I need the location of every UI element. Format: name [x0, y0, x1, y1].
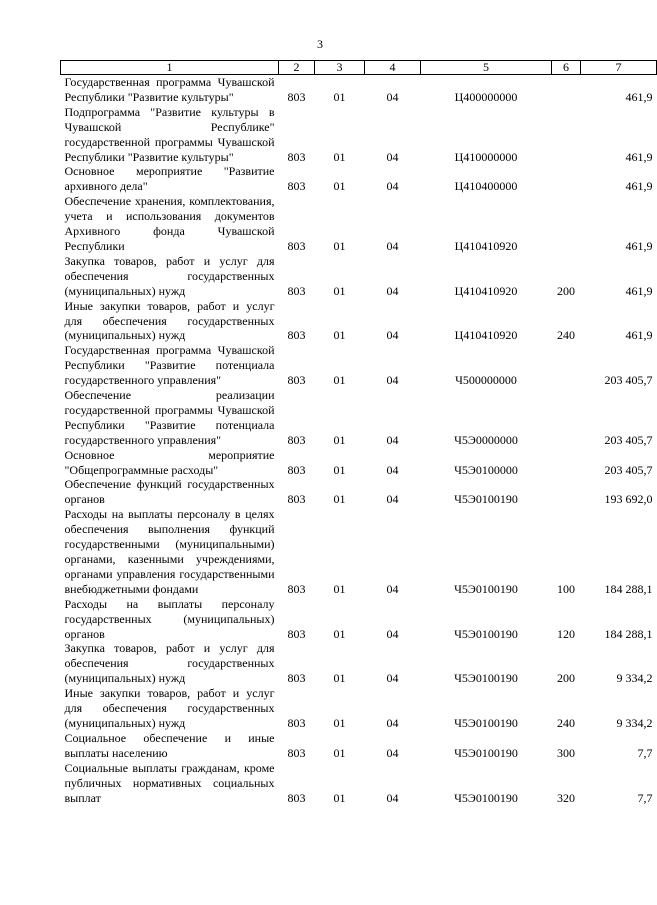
subsection-code: 04	[386, 89, 399, 104]
table-row	[61, 388, 657, 448]
row-name: Обеспечение хранения, комплектования, учета и использования документов Архивного фонда Чувашской Республики	[64, 194, 275, 253]
amount: 461,9	[625, 179, 653, 194]
row-name: Государственная программа Чувашской Республики "Развитие потенциала государственного управления"	[64, 343, 275, 388]
row-name: Основное мероприятие "Развитие архивного дела"	[64, 164, 275, 194]
header-cell-4: 4	[365, 61, 421, 75]
ministry-code: 803	[287, 179, 306, 194]
table-row	[61, 75, 657, 105]
page-number: 3	[317, 37, 323, 51]
subsection-code: 04	[386, 626, 399, 641]
row-name: Основное мероприятие "Общепрограммные расходы"	[64, 447, 275, 477]
section-code: 01	[333, 149, 346, 164]
target-article-code: Ч5Э0100190	[454, 790, 518, 805]
ministry-code: 803	[287, 328, 306, 343]
expense-type-code: 240	[557, 715, 575, 730]
expense-type-code	[552, 105, 581, 165]
section-code: 01	[333, 179, 346, 194]
section-code: 01	[333, 238, 346, 253]
target-article-code: Ч5Э0000000	[454, 432, 518, 447]
subsection-code: 04	[386, 462, 399, 477]
row-name: Иные закупки товаров, работ и услуг для обеспечения государственных (муниципальных) нужд	[64, 298, 275, 343]
target-article-code: Ч5Э0100000	[454, 462, 518, 477]
amount: 193 692,0	[604, 492, 653, 507]
row-name: Расходы на выплаты персоналу государственных (муниципальных) органов	[64, 596, 275, 641]
ministry-code: 803	[287, 581, 306, 596]
amount: 203 405,7	[604, 432, 653, 447]
budget-table	[60, 60, 657, 805]
ministry-code: 803	[287, 492, 306, 507]
section-code: 01	[333, 745, 346, 760]
ministry-code: 803	[287, 149, 306, 164]
target-article-code: Ц410410920	[454, 283, 518, 298]
expense-type-code: 200	[557, 283, 575, 298]
row-name: Иные закупки товаров, работ и услуг для обеспечения государственных (муниципальных) нужд	[64, 686, 275, 730]
table-row	[61, 105, 657, 165]
amount: 461,9	[625, 238, 653, 253]
section-code: 01	[333, 373, 346, 388]
table-row	[61, 448, 657, 478]
amount: 9 334,2	[616, 671, 653, 686]
target-article-code: Ч5Э0100190	[454, 671, 518, 686]
subsection-code: 04	[386, 238, 399, 253]
expense-type-code: 200	[557, 671, 575, 686]
ministry-code: 803	[287, 671, 306, 686]
ministry-code: 803	[287, 89, 306, 104]
subsection-code: 04	[386, 179, 399, 194]
target-article-code: Ч5Э0100190	[454, 745, 518, 760]
table-row	[61, 343, 657, 388]
target-article-code: Ч500000000	[455, 373, 517, 388]
header-cell-5: 5	[421, 61, 552, 75]
expense-type-code	[552, 194, 581, 254]
ministry-code: 803	[287, 373, 306, 388]
header-cell-2: 2	[279, 61, 315, 75]
expense-type-code: 320	[557, 790, 575, 805]
subsection-code: 04	[386, 581, 399, 596]
amount: 461,9	[625, 149, 653, 164]
amount: 461,9	[625, 89, 653, 104]
section-code: 01	[333, 89, 346, 104]
target-article-code: Ц400000000	[454, 89, 518, 104]
expense-type-code: 120	[557, 626, 575, 641]
ministry-code: 803	[287, 745, 306, 760]
expense-type-code	[552, 477, 581, 507]
header-cell-7: 7	[581, 61, 657, 75]
expense-type-code	[552, 448, 581, 478]
expense-type-code	[552, 388, 581, 448]
table-row	[61, 477, 657, 507]
section-code: 01	[333, 462, 346, 477]
expense-type-code: 240	[557, 328, 575, 343]
subsection-code: 04	[386, 283, 399, 298]
header-cell-1: 1	[61, 61, 279, 75]
row-name: Закупка товаров, работ и услуг для обеспечения государственных (муниципальных) нужд	[64, 253, 275, 298]
amount: 461,9	[625, 328, 653, 343]
amount: 184 288,1	[604, 581, 653, 596]
ministry-code: 803	[287, 462, 306, 477]
section-code: 01	[333, 581, 346, 596]
table-row	[61, 194, 657, 254]
header-row	[61, 61, 657, 75]
row-name: Государственная программа Чувашской Республики "Развитие культуры"	[64, 75, 275, 104]
target-article-code: Ч5Э0100190	[454, 626, 518, 641]
expense-type-code	[552, 75, 581, 105]
amount: 9 334,2	[616, 715, 653, 730]
section-code: 01	[333, 328, 346, 343]
table-row	[61, 597, 657, 642]
row-name: Обеспечение реализации государственной программы Чувашской Республики "Развитие потенциала государственного управления"	[64, 388, 275, 447]
table-row	[61, 254, 657, 299]
ministry-code: 803	[287, 238, 306, 253]
section-code: 01	[333, 790, 346, 805]
subsection-code: 04	[386, 373, 399, 388]
subsection-code: 04	[386, 328, 399, 343]
subsection-code: 04	[386, 432, 399, 447]
amount: 184 288,1	[604, 626, 653, 641]
amount: 7,7	[637, 790, 653, 805]
expense-type-code: 100	[557, 581, 575, 596]
table-row	[61, 164, 657, 194]
section-code: 01	[333, 715, 346, 730]
section-code: 01	[333, 626, 346, 641]
table-row	[61, 299, 657, 344]
subsection-code: 04	[386, 715, 399, 730]
section-code: 01	[333, 283, 346, 298]
target-article-code: Ц410000000	[454, 149, 518, 164]
ministry-code: 803	[287, 790, 306, 805]
table-row	[61, 686, 657, 731]
amount: 203 405,7	[604, 373, 653, 388]
row-name: Подпрограмма "Развитие культуры в Чувашской Республике" государственной программы Чувашской Республики "Развитие культуры"	[64, 104, 275, 164]
target-article-code: Ч5Э0100190	[454, 715, 518, 730]
ministry-code: 803	[287, 283, 306, 298]
amount: 7,7	[637, 745, 653, 760]
section-code: 01	[333, 432, 346, 447]
subsection-code: 04	[386, 492, 399, 507]
subsection-code: 04	[386, 745, 399, 760]
expense-type-code: 300	[557, 745, 575, 760]
row-name: Социальные выплаты гражданам, кроме публичных нормативных социальных выплат	[64, 760, 275, 805]
amount: 461,9	[625, 283, 653, 298]
section-code: 01	[333, 671, 346, 686]
row-name: Закупка товаров, работ и услуг для обеспечения государственных (муниципальных) нужд	[64, 641, 275, 686]
expense-type-code	[552, 343, 581, 388]
subsection-code: 04	[386, 790, 399, 805]
table-row	[61, 507, 657, 596]
ministry-code: 803	[287, 715, 306, 730]
expense-type-code	[552, 164, 581, 194]
row-name: Социальное обеспечение и иные выплаты населению	[64, 730, 275, 760]
table-body	[61, 75, 657, 806]
ministry-code: 803	[287, 432, 306, 447]
table-row	[61, 761, 657, 806]
ministry-code: 803	[287, 626, 306, 641]
subsection-code: 04	[386, 149, 399, 164]
table-row	[61, 641, 657, 686]
row-name: Расходы на выплаты персоналу в целях обеспечения выполнения функций государственными (муниципальными) органами, казенными учреждениями, органами управления государственными внебюджетными фондами	[64, 507, 275, 596]
row-name: Обеспечение функций государственных органов	[64, 477, 275, 507]
amount: 203 405,7	[604, 462, 653, 477]
target-article-code: Ц410410920	[454, 328, 518, 343]
target-article-code: Ч5Э0100190	[454, 492, 518, 507]
header-cell-6: 6	[552, 61, 581, 75]
header-cell-3: 3	[315, 61, 365, 75]
table-row	[61, 731, 657, 761]
target-article-code: Ц410410920	[454, 238, 518, 253]
section-code: 01	[333, 492, 346, 507]
target-article-code: Ч5Э0100190	[454, 581, 518, 596]
target-article-code: Ц410400000	[454, 179, 518, 194]
subsection-code: 04	[386, 671, 399, 686]
